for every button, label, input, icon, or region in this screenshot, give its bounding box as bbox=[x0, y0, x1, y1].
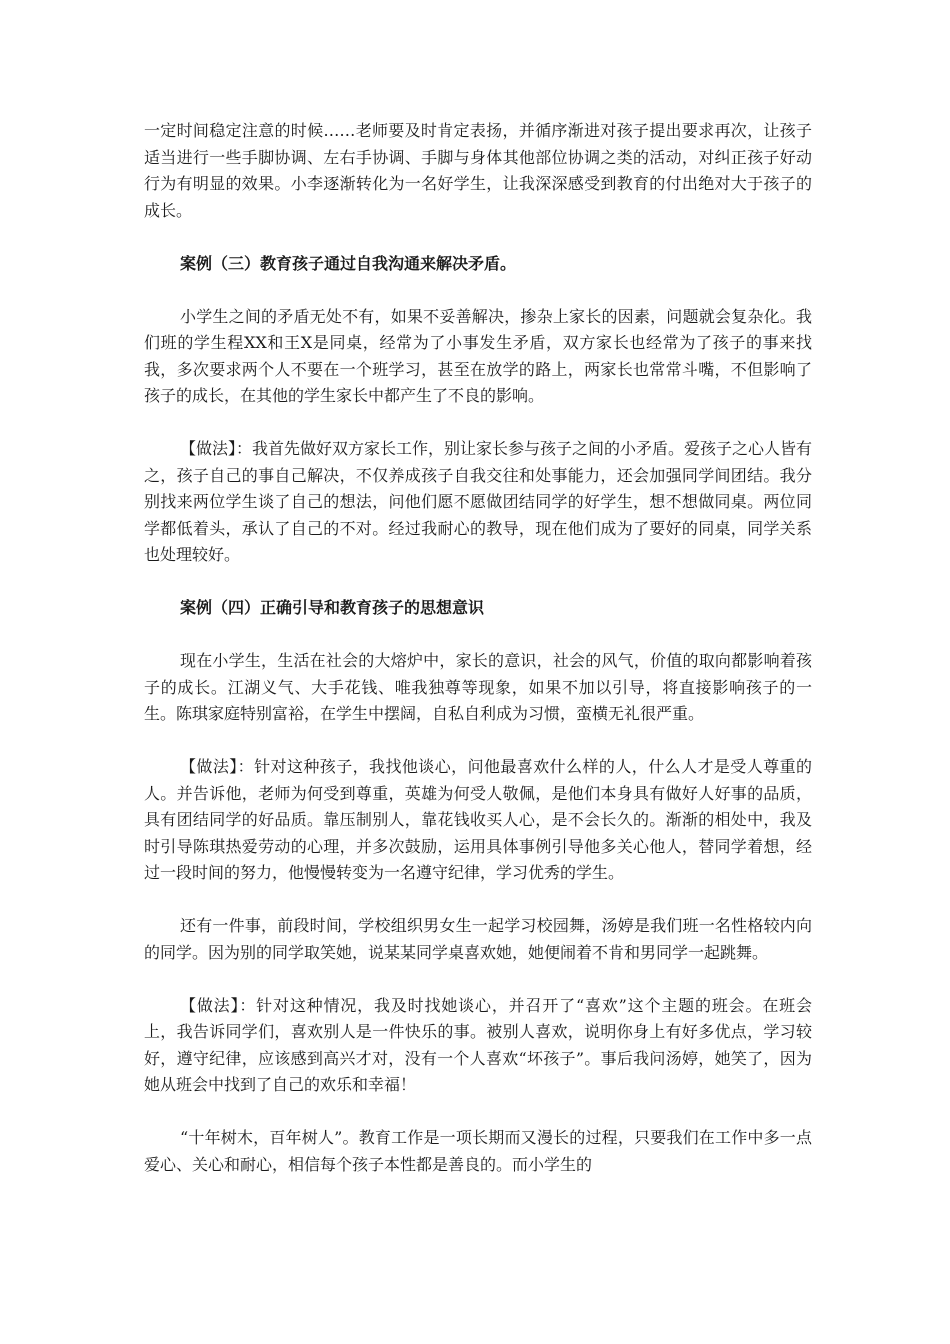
heading-case-4: 案例（四）正确引导和教育孩子的思想意识 bbox=[180, 598, 485, 617]
paragraph-conclusion: “十年树木，百年树人”。教育工作是一项长期而又漫长的过程，只要我们在工作中多一点爱心、关心和耐心，相信每个孩子本性都是善良的。而小学生的 bbox=[144, 1128, 812, 1174]
paragraph-case4-method: 【做法】：针对这种孩子，我找他谈心，问他最喜欢什么样的人，什么人才是受人尊重的人。并告诉他，老师为何受到尊重，英雄为何受人敬佩，是他们本身具有做好人好事的品质，具有团结同学的好品质。靠压制别人，靠花钱收买人心，是不会长久的。渐渐的相处中，我及时引导陈琪热爱劳动的心理，并多次鼓励，运用具体事例引导他多关心他人，替同学着想，经过一段时间的努力，他慢慢转变为一名遵守纪律，学习优秀的学生。 bbox=[144, 757, 812, 882]
heading-case-3: 案例（三）教育孩子通过自我沟通来解决矛盾。 bbox=[180, 253, 517, 273]
paragraph-case3-problem: 小学生之间的矛盾无处不有，如果不妥善解决，掺杂上家长的因素，问题就会复杂化。我们班的学生程XX和王X是同桌，经常为了小事发生矛盾，双方家长也经常为了孩子的事来找我，多次要求两个人不要在一个班学习，甚至在放学的路上，两家长也常常斗嘴，不但影响了孩子的成长，在其他的学生家长中都产生了不良的影响。 bbox=[144, 306, 812, 405]
paragraph-case4-second-story: 还有一件事，前段时间，学校组织男女生一起学习校园舞，汤婷是我们班一名性格较内向的同学。因为别的同学取笑她，说某某同学桌喜欢她，她便闹着不肯和男同学一起跳舞。 bbox=[144, 916, 812, 962]
paragraph-case3-method: 【做法】：我首先做好双方家长工作，别让家长参与孩子之间的小矛盾。爱孩子之心人皆有之，孩子自己的事自己解决，不仅养成孩子自我交往和处事能力，还会加强同学间团结。我分别找来两位学生谈了自己的想法，问他们愿不愿做团结同学的好学生，想不想做同桌。两位同学都低着头，承认了自己的不对。经过我耐心的教导，现在他们成为了要好的同桌，同学关系也处理较好。 bbox=[144, 439, 813, 564]
paragraph-case4-second-method: 【做法】：针对这种情况，我及时找她谈心，并召开了“喜欢”这个主题的班会。在班会上，我告诉同学们，喜欢别人是一件快乐的事。被别人喜欢，说明你身上有好多优点，学习较好，遵守纪律，应该感到高兴才对，没有一个人喜欢“坏孩子”。事后我问汤婷，她笑了，因为她从班会中找到了自己的欢乐和幸福！ bbox=[144, 995, 812, 1094]
document-body bbox=[144, 118, 812, 1205]
paragraph-case2-conclusion: 一定时间稳定注意的时候……老师要及时肯定表扬，并循序渐进对孩子提出要求再次，让孩子适当进行一些手脚协调、左右手协调、手脚与身体其他部位协调之类的活动，对纠正孩子好动行为有明显的效果。小李逐渐转化为一名好学生，让我深深感受到教育的付出绝对大于孩子的成长。 bbox=[144, 121, 812, 220]
paragraph-case4-problem: 现在小学生，生活在社会的大熔炉中，家长的意识，社会的风气，价值的取向都影响着孩子的成长。江湖义气、大手花钱、唯我独尊等现象，如果不加以引导，将直接影响孩子的一生。陈琪家庭特别富裕，在学生中摆阔，自私自利成为习惯，蛮横无礼很严重。 bbox=[144, 651, 812, 723]
